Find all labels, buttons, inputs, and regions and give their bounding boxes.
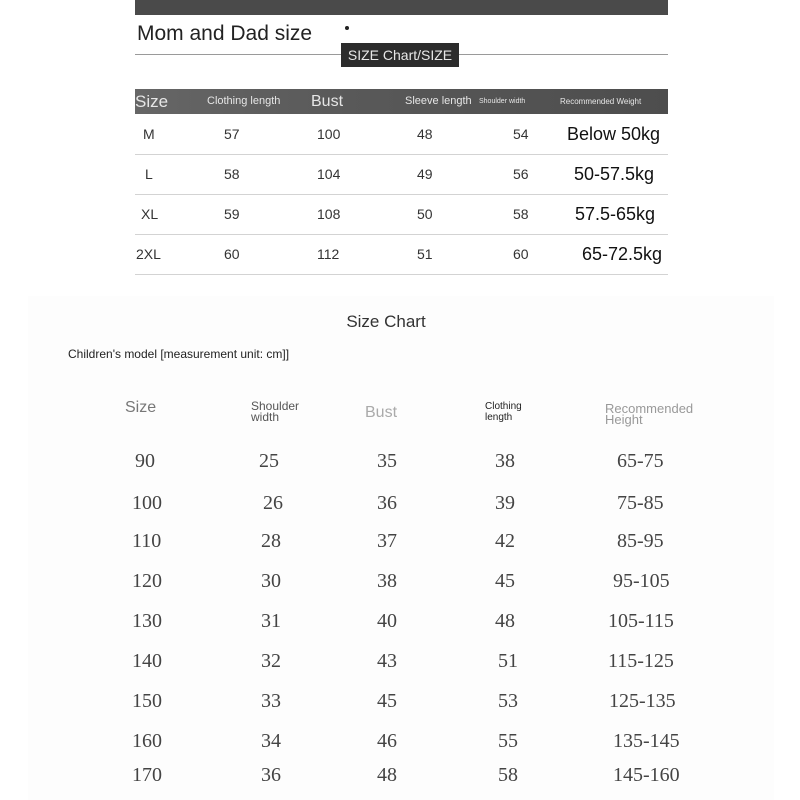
table-row bbox=[135, 195, 668, 235]
cell-recommended-height: 115-125 bbox=[608, 650, 674, 672]
cell-clothing-length: 57 bbox=[224, 126, 240, 142]
cell-clothing-length: 48 bbox=[495, 610, 515, 632]
cell-bust: 45 bbox=[377, 690, 397, 712]
cell-size: 160 bbox=[132, 730, 162, 752]
header-sleeve-length: Sleeve length bbox=[405, 95, 472, 107]
table-row bbox=[28, 681, 774, 721]
cell-size: 130 bbox=[132, 610, 162, 632]
header-size: Size bbox=[125, 399, 157, 416]
cell-clothing-length: 45 bbox=[495, 570, 515, 592]
header-shoulder-width: Shoulder width bbox=[479, 98, 526, 105]
cell-recommended-weight: 65-72.5kg bbox=[582, 244, 663, 264]
cell-size: 2XL bbox=[136, 246, 161, 262]
cell-shoulder-width: 33 bbox=[261, 690, 281, 712]
cell-shoulder-width: 60 bbox=[513, 246, 529, 262]
header-size: Size bbox=[135, 92, 169, 111]
cell-clothing-length: 59 bbox=[224, 206, 240, 222]
cell-bust: 104 bbox=[317, 166, 341, 182]
cell-shoulder-width: 31 bbox=[261, 610, 281, 632]
cell-sleeve-length: 50 bbox=[417, 206, 433, 222]
table-row bbox=[28, 441, 774, 481]
cell-shoulder-width: 26 bbox=[263, 492, 283, 514]
top-bar bbox=[135, 0, 668, 15]
table-row bbox=[135, 115, 668, 155]
cell-bust: 46 bbox=[377, 730, 397, 752]
cell-recommended-height: 95-105 bbox=[613, 570, 670, 592]
table-row bbox=[28, 601, 774, 641]
table-row bbox=[28, 483, 774, 523]
table-row bbox=[28, 561, 774, 601]
cell-bust: 35 bbox=[377, 450, 397, 472]
cell-shoulder-width: 32 bbox=[261, 650, 281, 672]
cell-size: 120 bbox=[132, 570, 162, 592]
cell-size: L bbox=[145, 166, 153, 182]
header-clothing: Clothing bbox=[485, 401, 522, 412]
cell-size: 170 bbox=[132, 764, 162, 786]
header-shoulder-width: width bbox=[251, 410, 280, 424]
cell-size: 100 bbox=[132, 492, 162, 514]
cell-bust: 40 bbox=[377, 610, 397, 632]
decorative-dot bbox=[345, 26, 349, 30]
cell-recommended-height: 75-85 bbox=[617, 492, 664, 514]
cell-shoulder-width: 56 bbox=[513, 166, 529, 182]
cell-size: XL bbox=[141, 206, 159, 222]
cell-recommended-height: 105-115 bbox=[608, 610, 674, 632]
cell-bust: 108 bbox=[317, 206, 341, 222]
cell-clothing-length: 58 bbox=[224, 166, 240, 182]
cell-shoulder-width: 25 bbox=[259, 450, 279, 472]
cell-clothing-length: 51 bbox=[498, 650, 518, 672]
adult-size-chart bbox=[135, 0, 668, 272]
cell-clothing-length: 38 bbox=[495, 450, 515, 472]
cell-recommended-height: 145-160 bbox=[613, 764, 680, 786]
header-recommended-weight: Recommended Weight bbox=[560, 97, 642, 106]
children-chart-title: Size Chart bbox=[346, 312, 426, 331]
adult-table-header bbox=[135, 89, 668, 114]
cell-shoulder-width: 58 bbox=[513, 206, 529, 222]
cell-size: 150 bbox=[132, 690, 162, 712]
cell-clothing-length: 60 bbox=[224, 246, 240, 262]
cell-shoulder-width: 28 bbox=[261, 530, 281, 552]
cell-clothing-length: 42 bbox=[495, 530, 515, 552]
table-row bbox=[135, 235, 668, 275]
header-shoulder: Shoulder bbox=[251, 399, 300, 413]
cell-bust: 43 bbox=[377, 650, 397, 672]
cell-clothing-length: 55 bbox=[498, 730, 518, 752]
cell-clothing-length: 53 bbox=[498, 690, 518, 712]
cell-bust: 37 bbox=[377, 530, 397, 552]
table-row bbox=[135, 155, 668, 195]
adult-chart-title: Mom and Dad size bbox=[137, 22, 313, 45]
cell-shoulder-width: 34 bbox=[261, 730, 281, 752]
cell-shoulder-width: 36 bbox=[261, 764, 281, 786]
table-row bbox=[28, 641, 774, 681]
header-height: Height bbox=[605, 412, 643, 427]
cell-bust: 38 bbox=[377, 570, 397, 592]
cell-sleeve-length: 48 bbox=[417, 126, 433, 142]
cell-shoulder-width: 54 bbox=[513, 126, 529, 142]
cell-clothing-length: 39 bbox=[495, 492, 515, 514]
cell-recommended-height: 85-95 bbox=[617, 530, 664, 552]
cell-bust: 36 bbox=[377, 492, 397, 514]
size-chart-badge: SIZE Chart/SIZE bbox=[341, 43, 459, 67]
cell-size: 90 bbox=[135, 450, 155, 472]
cell-recommended-height: 125-135 bbox=[609, 690, 676, 712]
header-bust: Bust bbox=[311, 93, 344, 110]
cell-recommended-weight: Below 50kg bbox=[567, 124, 661, 144]
cell-recommended-weight: 50-57.5kg bbox=[574, 164, 655, 184]
cell-recommended-weight: 57.5-65kg bbox=[575, 204, 656, 224]
cell-recommended-height: 65-75 bbox=[617, 450, 664, 472]
header-recommended: Recommended bbox=[605, 401, 694, 416]
header-clothing-length: Clothing length bbox=[207, 95, 281, 107]
cell-clothing-length: 58 bbox=[498, 764, 518, 786]
header-bust: Bust bbox=[365, 404, 398, 421]
cell-size: M bbox=[143, 126, 155, 142]
cell-bust: 100 bbox=[317, 126, 341, 142]
header-clothing-length: length bbox=[485, 412, 513, 423]
table-row bbox=[28, 521, 774, 561]
cell-size: 140 bbox=[132, 650, 162, 672]
children-chart-subtitle: Children's model [measurement unit: cm]] bbox=[68, 347, 290, 361]
cell-size: 110 bbox=[132, 530, 162, 552]
cell-sleeve-length: 51 bbox=[417, 246, 433, 262]
cell-bust: 112 bbox=[317, 246, 340, 262]
children-size-chart bbox=[28, 296, 774, 800]
cell-bust: 48 bbox=[377, 764, 397, 786]
cell-sleeve-length: 49 bbox=[417, 166, 433, 182]
adult-table-body bbox=[135, 115, 668, 275]
cell-shoulder-width: 30 bbox=[261, 570, 281, 592]
table-row bbox=[28, 755, 774, 795]
cell-recommended-height: 135-145 bbox=[613, 730, 680, 752]
